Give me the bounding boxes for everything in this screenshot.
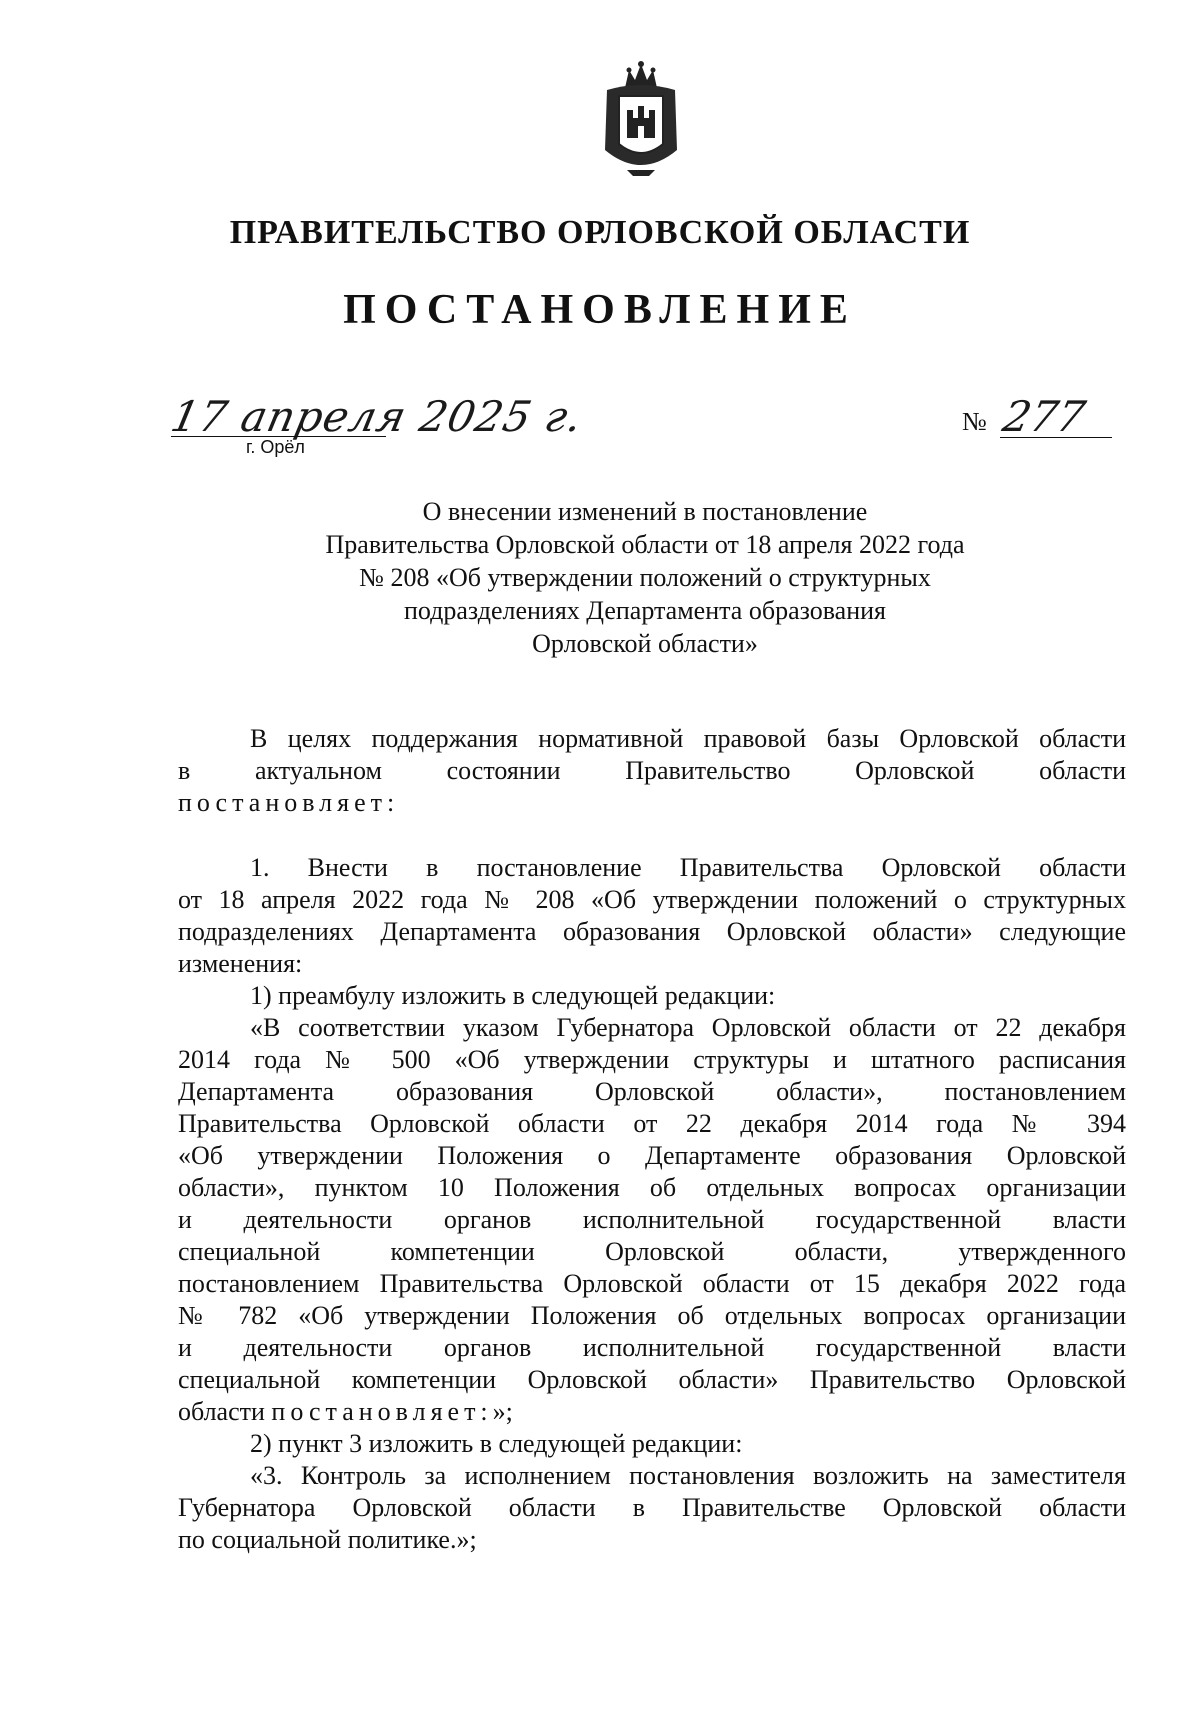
sub2-heading: 2) пункт 3 изложить в следующей редакции:: [250, 1429, 743, 1458]
title-line: О внесении изменений в постановление: [422, 497, 868, 526]
sub2-line: по социальной политике.»;: [178, 1525, 477, 1554]
sub1-heading: 1) преамбулу изложить в следующей редакции:: [250, 981, 776, 1010]
title-line: подразделениях Департамента образования: [403, 596, 886, 625]
document-body: [178, 723, 1126, 1556]
preamble-line: в актуальном состоянии Правительство Орловской области: [178, 756, 1126, 785]
sub1-line: «В соответствии указом Губернатора Орловской области от 22 декабря: [250, 1013, 1126, 1042]
sub1-line: области», пунктом 10 Положения об отдельных вопросах организации: [178, 1173, 1126, 1202]
title-line: № 208 «Об утверждении положений о структурных: [359, 563, 931, 592]
document-title: [0, 495, 1200, 660]
coat-of-arms-icon: [597, 58, 685, 180]
sub1-line: Правительства Орловской области от 22 декабря 2014 года № 394: [178, 1109, 1126, 1138]
sub1-line: и деятельности органов исполнительной государственной власти: [178, 1333, 1126, 1362]
sub1-line: № 782 «Об утверждении Положения об отдельных вопросах организации: [178, 1301, 1126, 1330]
item1-line: от 18 апреля 2022 года № 208 «Об утверждении положений о структурных: [178, 885, 1126, 914]
sub1-line: постановлением Правительства Орловской области от 15 декабря 2022 года: [178, 1269, 1126, 1298]
sub1-line: специальной компетенции Орловской области, утвержденного: [178, 1237, 1126, 1266]
item1-line: подразделениях Департамента образования Орловской области» следующие: [178, 917, 1126, 946]
handwritten-number: 277: [998, 392, 1090, 441]
sub1-line: Департамента образования Орловской области», постановлением: [178, 1077, 1126, 1106]
preamble-line: В целях поддержания нормативной правовой базы Орловской области: [250, 724, 1126, 753]
sub1-line: «Об утверждении Положения о Департаменте образования Орловской: [178, 1141, 1126, 1170]
sub2-line: «3. Контроль за исполнением постановления возложить на заместителя: [250, 1461, 1126, 1490]
sub1-last-prefix: области: [178, 1397, 265, 1426]
sub1-line: и деятельности органов исполнительной государственной власти: [178, 1205, 1126, 1234]
city-label: г. Орёл: [246, 437, 305, 457]
sub1-line: 2014 года № 500 «Об утверждении структуры и штатного расписания: [178, 1045, 1126, 1074]
item1-line: изменения:: [178, 949, 303, 978]
handwritten-date: 17 апреля 2025 г.: [166, 392, 588, 441]
document-type: ПОСТАНОВЛЕНИЕ: [343, 287, 857, 333]
sub1-decree-word: постановляет:: [271, 1397, 493, 1426]
sub1-line: специальной компетенции Орловской области» Правительство Орловской: [178, 1365, 1126, 1394]
number-label: №: [962, 407, 987, 436]
preamble-decree-word: постановляет:: [178, 788, 400, 817]
sub1-last-suffix: »;: [492, 1397, 513, 1426]
sub1-last-line: [178, 1396, 1126, 1428]
title-line: Орловской области»: [532, 629, 758, 658]
title-line: Правительства Орловской области от 18 апреля 2022 года: [325, 530, 965, 559]
organization-name: ПРАВИТЕЛЬСТВО ОРЛОВСКОЙ ОБЛАСТИ: [229, 214, 971, 251]
item1-line: 1. Внести в постановление Правительства Орловской области: [250, 853, 1126, 882]
number-underline: [1000, 437, 1112, 438]
sub2-line: Губернатора Орловской области в Правительстве Орловской области: [178, 1493, 1126, 1522]
